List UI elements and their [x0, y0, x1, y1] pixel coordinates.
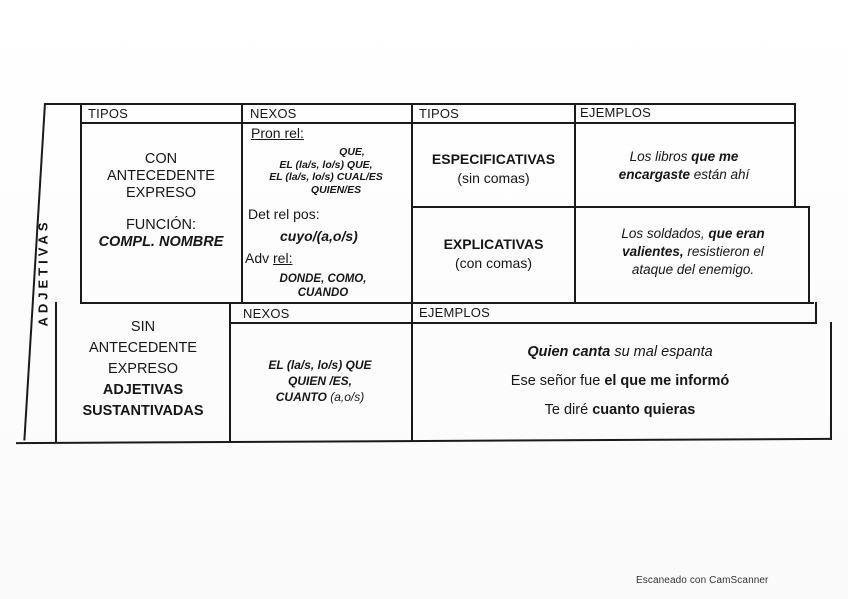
nexos-sin-line2: QUIEN /ES,: [287, 374, 352, 388]
pron-value-2: EL (la/s, lo/s) QUE,: [279, 158, 373, 171]
esp-ej-bold2: encargaste: [618, 167, 690, 182]
explicativas-subtitle: (con comas): [454, 255, 533, 271]
tipos-nexos-divider-top: [241, 103, 243, 302]
especificativas-example: [577, 148, 791, 184]
nexos-sin-cell: [232, 357, 408, 405]
esp-ej-pre: Los libros: [629, 149, 688, 164]
nexos-sin-line3-bold: CUANTO: [275, 390, 327, 404]
funcion-value: COMPL. NOMBRE: [98, 234, 224, 250]
sin-ej2-pre: Ese señor fue: [510, 373, 601, 389]
pron-value-4: QUIEN/ES: [310, 183, 362, 196]
adv-value-1: DONDE, COMO,: [279, 273, 367, 285]
table-border-right-top: [794, 103, 796, 206]
nexos-sin-line3-rest: (a,o/s): [330, 390, 365, 404]
pron-rel-values: [246, 146, 406, 196]
sin-ej3-bold: cuanto quieras: [592, 402, 696, 418]
adv-rel-values: [248, 272, 398, 300]
sin-line1: SIN: [130, 319, 156, 335]
scanner-watermark: Escaneado con CamScanner: [636, 575, 769, 586]
adv-prefix: Adv: [245, 250, 270, 266]
sin-antecedente-cell: [58, 317, 228, 422]
tipos-ejemplos-divider: [574, 103, 576, 302]
esp-ej-post: están ahí: [693, 167, 750, 182]
sin-line3: EXPRESO: [107, 361, 179, 377]
sin-ej1-bold: Quien canta: [527, 344, 611, 360]
explicativas-title: EXPLICATIVAS: [443, 236, 544, 252]
sin-line5: SUSTANTIVADAS: [82, 403, 204, 419]
table-border-bottom: [16, 438, 831, 444]
sin-line4: ADJETIVAS: [102, 382, 184, 398]
middle-divider: [80, 302, 814, 304]
table-border-right-middle: [808, 206, 810, 302]
exp-ej-bold2: valientes,: [622, 244, 684, 259]
con-antecedente-cell: [82, 151, 240, 251]
table-border-top: [44, 103, 796, 105]
explicativas-example: [580, 225, 806, 279]
adv-rel-label: [245, 250, 292, 267]
side-label: ADJETIVAS: [35, 218, 51, 326]
exp-ej-bold1: que eran: [708, 226, 765, 241]
sin-ej1-rest: su mal espanta: [614, 344, 713, 360]
pron-value-3: EL (la/s, lo/s) CUAL/ES: [269, 171, 383, 183]
det-rel-value: cuyo/(a,o/s): [280, 228, 358, 244]
sin-ej3-pre: Te diré: [544, 402, 589, 418]
esp-ej-bold1: que me: [691, 149, 739, 164]
second-header-divider: [229, 322, 817, 324]
det-rel-label: Det rel pos:: [248, 206, 320, 222]
adv-value-2: CUANDO: [297, 287, 349, 299]
table-border-right-bottom: [815, 302, 817, 322]
ejemplos-sin-cell: [413, 338, 827, 425]
con-line3: EXPRESO: [125, 185, 197, 201]
nexos-sin-line1: EL (la/s, lo/s) QUE: [268, 358, 372, 372]
con-line1: CON: [144, 151, 178, 167]
adv-rel: rel:: [273, 250, 293, 266]
especificativas-subtitle: (sin comas): [457, 170, 530, 186]
con-line2: ANTECEDENTE: [107, 168, 215, 184]
exp-ej-pre: Los soldados,: [621, 226, 705, 241]
header-tipos-2: TIPOS: [419, 106, 460, 121]
sin-ej2-bold: el que me informó: [604, 373, 730, 389]
side-label-cell: [28, 212, 58, 332]
explicativas-cell: [413, 235, 574, 273]
header-row-divider: [80, 122, 796, 124]
especificativas-cell: [413, 150, 574, 188]
header-ejemplos-2: EJEMPLOS: [419, 305, 490, 320]
header-nexos-1: NEXOS: [250, 106, 297, 121]
especificativas-title: ESPECIFICATIVAS: [431, 151, 556, 167]
header-ejemplos-1: EJEMPLOS: [580, 105, 651, 120]
exp-ej-post2: ataque del enemigo.: [631, 262, 755, 277]
exp-ej-post1: resistieron el: [687, 244, 764, 259]
pron-rel-label: Pron rel:: [251, 125, 304, 141]
header-tipos-1: TIPOS: [88, 106, 129, 121]
sin-line2: ANTECEDENTE: [89, 340, 197, 356]
header-nexos-2: NEXOS: [243, 306, 290, 321]
funcion-label: FUNCIÓN:: [125, 217, 197, 233]
pron-value-1: QUE,: [339, 146, 365, 158]
tipos-nexos-divider-bottom: [229, 302, 231, 441]
table-border-right-lowest: [830, 322, 832, 440]
especificativas-divider: [411, 206, 808, 208]
